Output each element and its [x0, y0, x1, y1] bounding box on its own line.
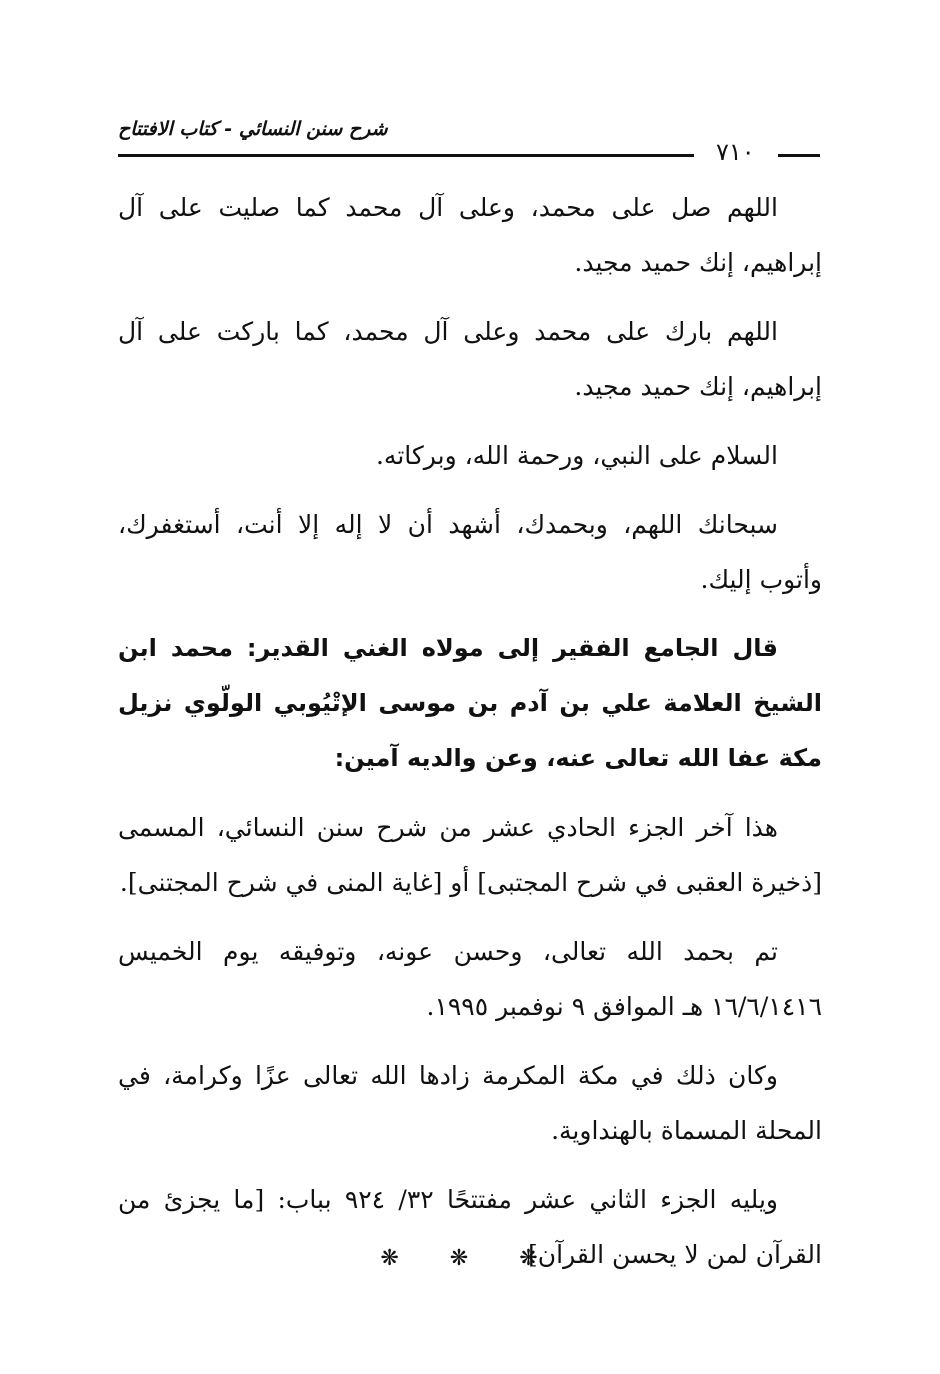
page-number: ٧١٠ [716, 138, 755, 166]
paragraph-barakah: اللهم بارك على محمد وعلى آل محمد، كما باركت على آل إبراهيم، إنك حميد مجيد. [118, 317, 822, 401]
paragraph-salat: اللهم صل على محمد، وعلى آل محمد كما صليت على آل إبراهيم، إنك حميد مجيد. [118, 193, 822, 277]
paragraph-volume-end: هذا آخر الجزء الحادي عشر من شرح سنن النسائي، المسمى [ذخيرة العقبى في شرح المجتبى] أو [غاية المنى في شرح المجتنى]. [118, 813, 822, 897]
paragraph-location: وكان ذلك في مكة المكرمة زادها الله تعالى عزًا وكرامة، في المحلة المسماة بالهنداوية. [118, 1061, 822, 1145]
closing-ornament: ❋ ❋ ❋ [380, 1246, 560, 1271]
paragraph-completion-date: تم بحمد الله تعالى، وحسن عونه، وتوفيقه يوم الخميس ١٦/٦/١٤١٦ هـ الموافق ٩ نوفمبر ١٩٩٥. [118, 937, 822, 1021]
body-text [118, 180, 822, 1296]
header-rule [118, 154, 694, 157]
paragraph-next-volume: ويليه الجزء الثاني عشر مفتتحًا ٣٢/ ٩٢٤ بباب: [ما يجزئ من القرآن لمن لا يحسن القرآن]. [118, 1185, 822, 1269]
paragraph-subhanak: سبحانك اللهم، وبحمدك، أشهد أن لا إله إلا أنت، أستغفرك، وأتوب إليك. [118, 510, 822, 594]
running-title: شرح سنن النسائي - كتاب الافتتاح [118, 118, 388, 140]
page-header [118, 118, 820, 170]
paragraph-salam: السلام على النبي، ورحمة الله، وبركاته. [375, 441, 778, 470]
header-rule-short [778, 154, 820, 157]
paragraph-author-note: قال الجامع الفقير إلى مولاه الغني القدير: محمد ابن الشيخ العلامة علي بن آدم بن موسى الإتْيُوبي الولّوي نزيل مكة عفا الله تعالى عنه، وعن والديه آمين: [118, 634, 822, 772]
